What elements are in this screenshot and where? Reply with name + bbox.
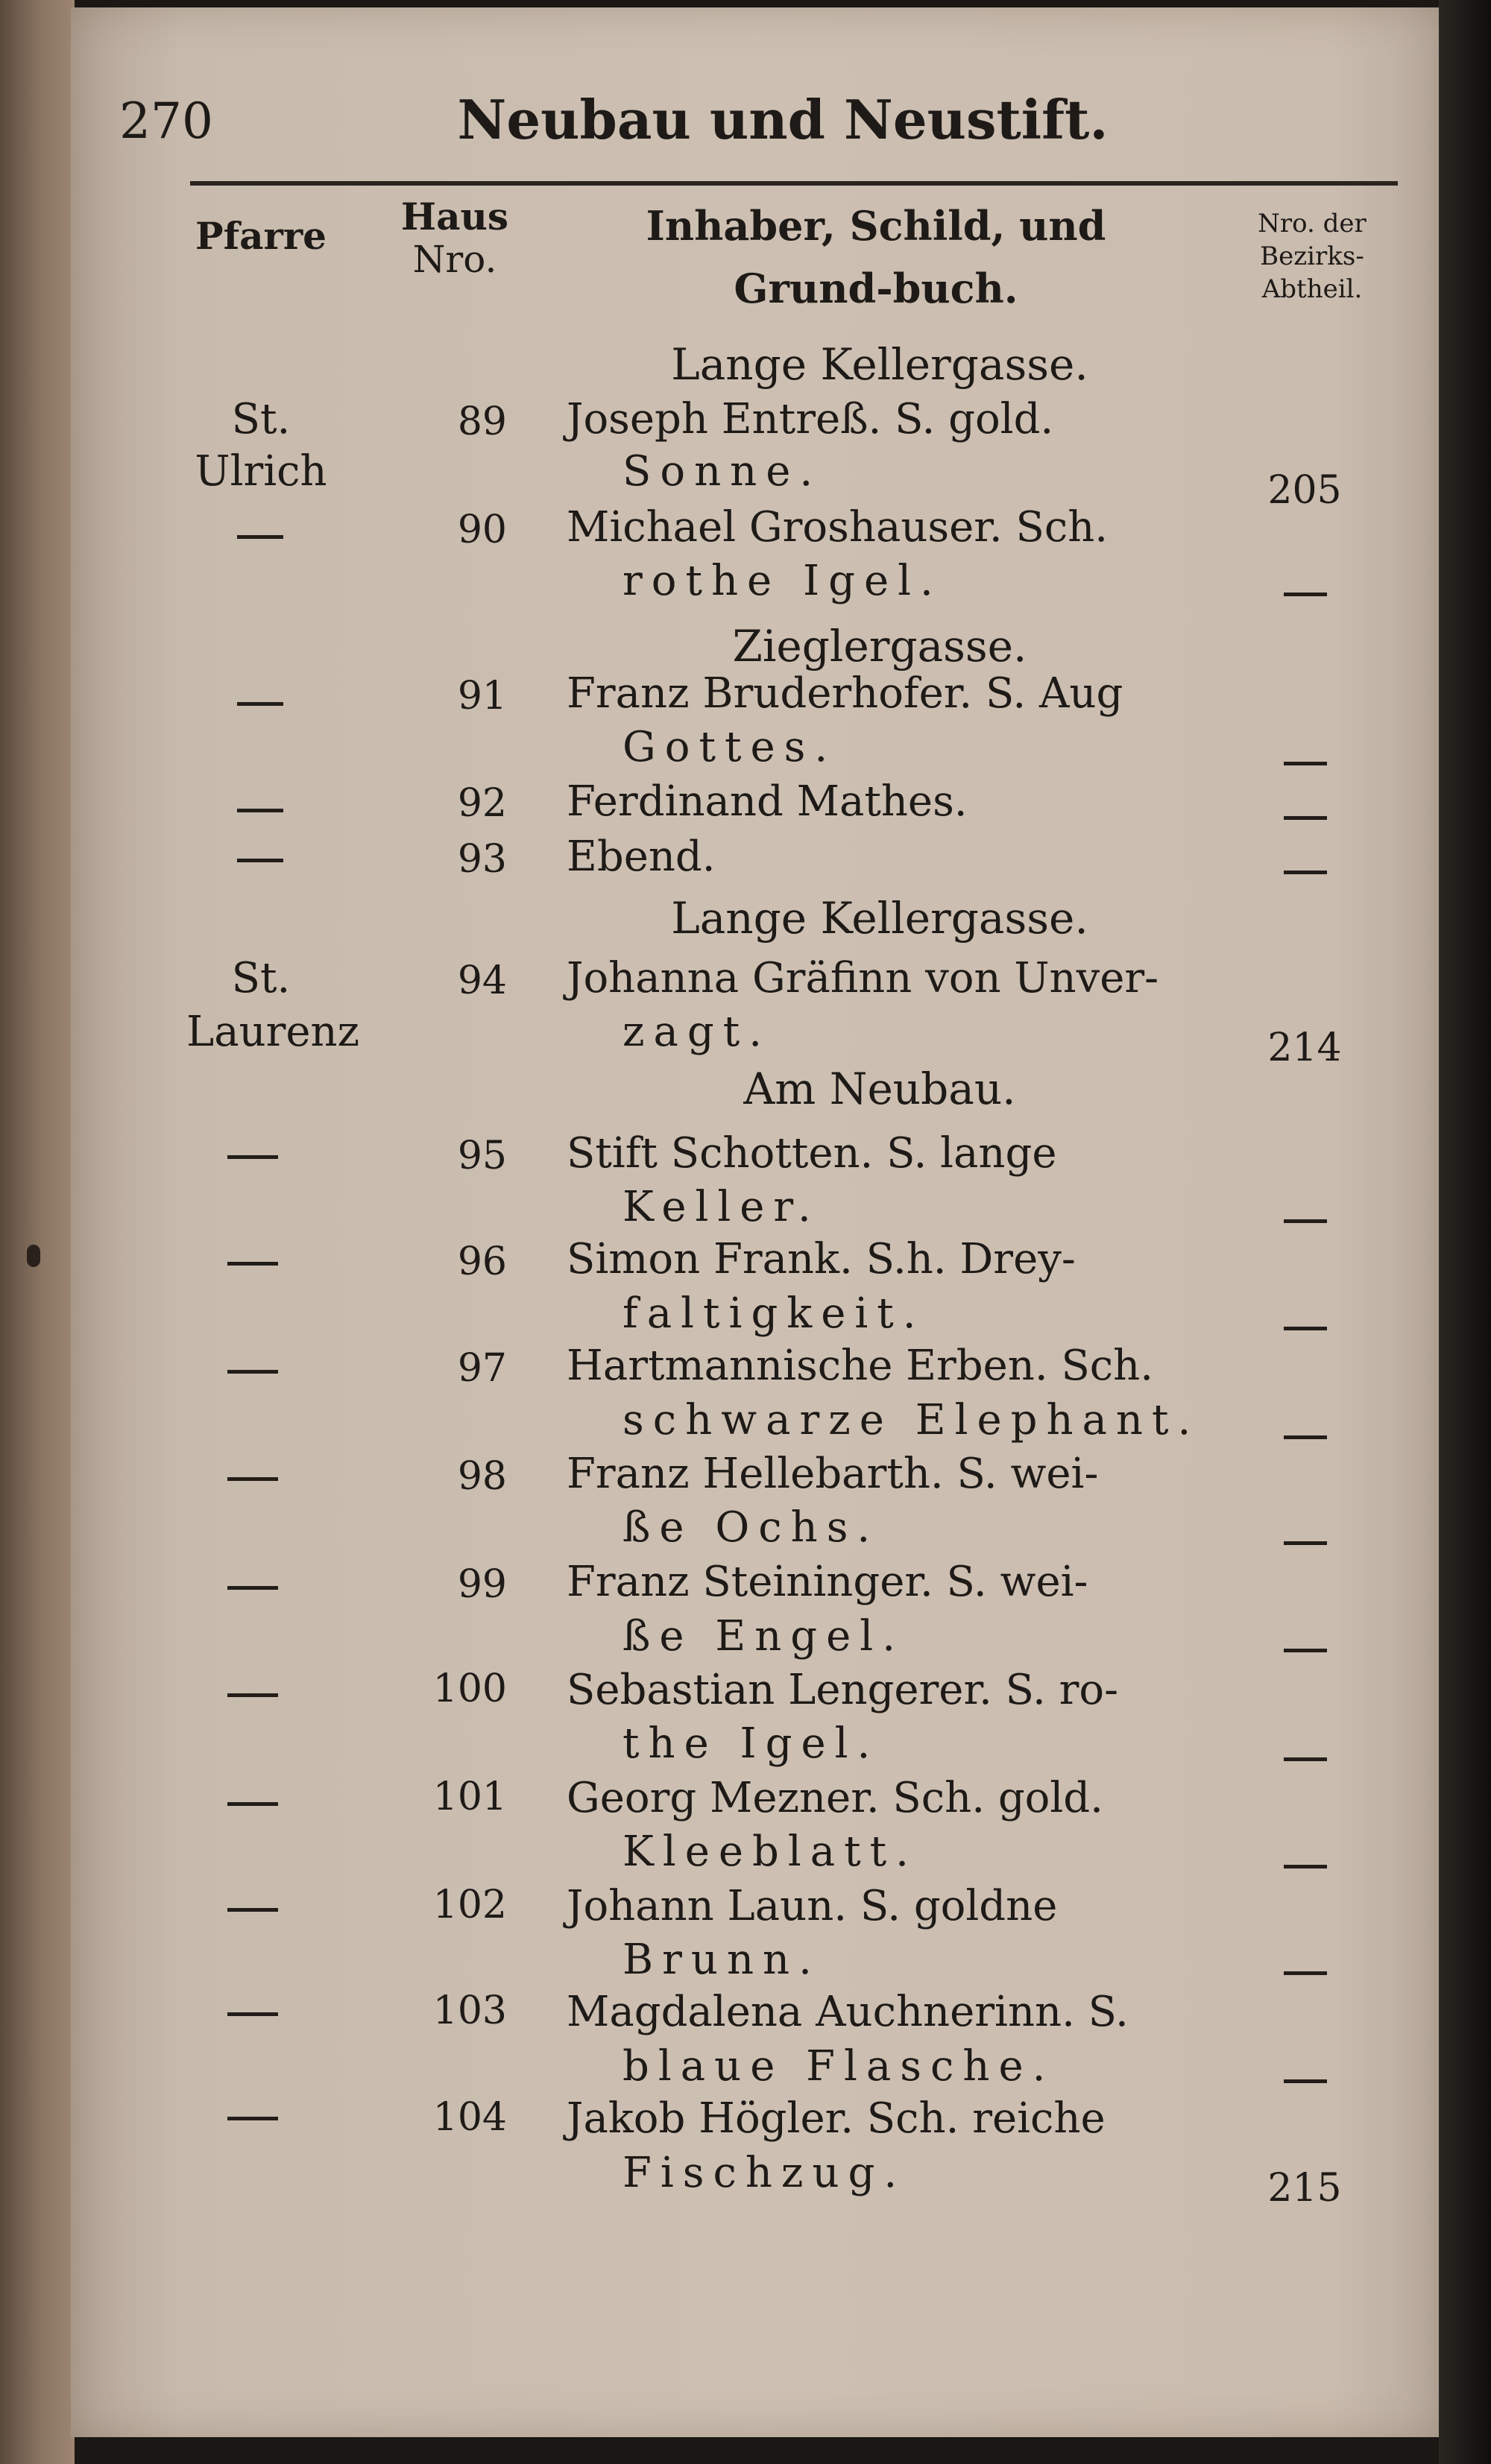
street-heading: Zieglergasse. xyxy=(732,621,1027,672)
ditto-dash xyxy=(237,809,283,812)
owner-entry: Hartmannische Erben. Sch. xyxy=(567,1342,1154,1390)
owner-entry: Ebend. xyxy=(567,833,716,881)
house-number: 89 xyxy=(457,399,507,444)
ditto-dash xyxy=(227,2012,278,2016)
background-edge xyxy=(1439,0,1491,2464)
house-number: 102 xyxy=(432,1883,507,1927)
owner-entry-continued: zagt. xyxy=(622,1008,772,1056)
house-number: 98 xyxy=(457,1454,507,1499)
owner-entry: Joseph Entreß. S. gold. xyxy=(567,395,1054,443)
house-number: 95 xyxy=(457,1134,507,1178)
owner-entry: Franz Steininger. S. wei- xyxy=(567,1558,1088,1606)
column-header-haus-line1: Haus xyxy=(400,195,509,238)
owner-entry: Franz Hellebarth. S. wei- xyxy=(567,1450,1099,1498)
house-number: 90 xyxy=(457,508,507,552)
owner-entry-continued: ße Engel. xyxy=(622,1612,904,1661)
owner-entry: Ferdinand Mathes. xyxy=(567,777,968,826)
house-number: 94 xyxy=(457,958,507,1003)
district-number: 215 xyxy=(1267,2166,1342,2211)
owner-entry: Stift Schotten. S. lange xyxy=(567,1129,1057,1178)
owner-entry-continued: the Igel. xyxy=(622,1719,880,1768)
binding-mark xyxy=(27,1245,40,1267)
owner-entry-continued: Gottes. xyxy=(622,723,837,771)
owner-entry-continued: schwarze Elephant. xyxy=(622,1396,1200,1444)
owner-entry: Sebastian Lengerer. S. ro- xyxy=(567,1666,1119,1714)
column-header-haus xyxy=(388,195,522,281)
ditto-dash xyxy=(1284,2079,1327,2083)
owner-entry-continued: faltigkeit. xyxy=(622,1289,925,1338)
parish-name: Ulrich xyxy=(195,447,327,496)
ditto-dash xyxy=(1284,1435,1327,1439)
ditto-dash xyxy=(237,535,283,539)
ditto-dash xyxy=(227,1802,278,1806)
house-number: 92 xyxy=(457,781,507,826)
parish-name: Laurenz xyxy=(186,1008,360,1056)
ditto-dash xyxy=(227,1693,278,1697)
book-binding xyxy=(0,0,75,2464)
ditto-dash xyxy=(227,1477,278,1481)
ditto-dash xyxy=(1284,1327,1327,1330)
ditto-dash xyxy=(227,1370,278,1374)
house-number: 99 xyxy=(457,1562,507,1607)
owner-entry-continued: rothe Igel. xyxy=(622,557,942,605)
ditto-dash xyxy=(1284,1649,1327,1652)
house-number: 100 xyxy=(432,1667,507,1711)
owner-entry-continued: blaue Flasche. xyxy=(622,2042,1055,2091)
owner-entry-continued: Sonne. xyxy=(622,447,822,496)
ditto-dash xyxy=(1284,1219,1327,1223)
ditto-dash xyxy=(237,859,283,862)
ditto-dash xyxy=(227,1262,278,1266)
ditto-dash xyxy=(1284,1865,1327,1868)
ditto-dash xyxy=(1284,762,1327,765)
owner-entry: Franz Bruderhofer. S. Aug xyxy=(567,669,1123,718)
ditto-dash xyxy=(237,702,283,706)
ditto-dash xyxy=(1284,1757,1327,1761)
owner-entry: Michael Groshauser. Sch. xyxy=(567,503,1109,552)
running-head: Neubau und Neustift. xyxy=(457,88,1109,151)
ditto-dash xyxy=(227,1586,278,1590)
house-number: 104 xyxy=(432,2095,507,2140)
owner-entry: Georg Mezner. Sch. gold. xyxy=(567,1774,1103,1822)
house-number: 93 xyxy=(457,837,507,882)
house-number: 96 xyxy=(457,1239,507,1284)
ditto-dash xyxy=(227,1155,278,1159)
owner-entry-continued: Brunn. xyxy=(622,1936,821,1984)
owner-entry: Simon Frank. S.h. Drey- xyxy=(567,1235,1076,1283)
ditto-dash xyxy=(1284,1541,1327,1545)
owner-entry: Johann Laun. S. goldne xyxy=(567,1882,1058,1930)
owner-entry-continued: ße Ochs. xyxy=(622,1503,880,1552)
ditto-dash xyxy=(227,2117,278,2120)
column-header-pfarre: Pfarre xyxy=(195,214,327,258)
ditto-dash xyxy=(1284,593,1327,596)
owner-entry-continued: Keller. xyxy=(622,1183,820,1231)
ditto-dash xyxy=(1284,1971,1327,1975)
house-number: 91 xyxy=(457,674,507,718)
ditto-dash xyxy=(1284,871,1327,874)
page-number: 270 xyxy=(119,92,213,150)
owner-entry-continued: Kleeblatt. xyxy=(622,1828,918,1876)
header-rule xyxy=(190,181,1398,186)
column-header-inhaber: Inhaber, Schild, und Grund-buch. xyxy=(646,202,1106,312)
street-heading: Lange Kellergasse. xyxy=(671,339,1088,390)
parish-name: St. xyxy=(231,395,291,443)
ditto-dash xyxy=(1284,816,1327,820)
house-number: 101 xyxy=(432,1775,507,1819)
street-heading: Lange Kellergasse. xyxy=(671,893,1088,944)
house-number: 103 xyxy=(432,1988,507,2033)
owner-entry: Johanna Gräfinn von Unver- xyxy=(567,954,1159,1002)
column-header-haus-line2: Nro. xyxy=(412,237,497,281)
ditto-dash xyxy=(227,1908,278,1912)
street-heading: Am Neubau. xyxy=(743,1064,1016,1114)
district-number: 205 xyxy=(1267,468,1342,513)
owner-entry-continued: Fischzug. xyxy=(622,2149,907,2197)
parish-name: St. xyxy=(231,954,291,1002)
district-number: 214 xyxy=(1267,1026,1342,1070)
owner-entry: Magdalena Auchnerinn. S. xyxy=(567,1988,1129,2036)
owner-entry: Jakob Högler. Sch. reiche xyxy=(567,2094,1106,2143)
column-header-bezirk: Nro. der Bezirks-Abtheil. xyxy=(1258,209,1367,305)
house-number: 97 xyxy=(457,1346,507,1391)
